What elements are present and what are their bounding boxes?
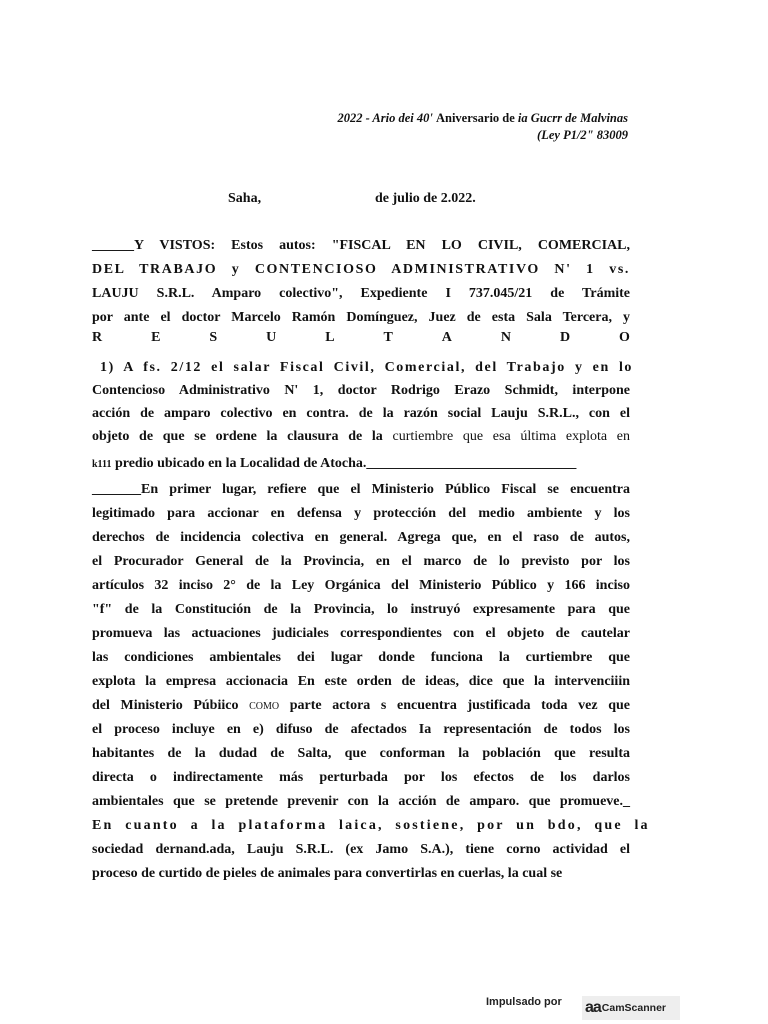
body-line: por ante el doctor Marcelo Ramón Domínguez, Juez de esta Sala Tercera, y (92, 310, 630, 325)
body-line (92, 454, 630, 475)
body-line: LAUJU S.R.L. Amparo colectivo", Expediente I 737.045/21 de Trámite (92, 286, 630, 301)
body-line-part: COMO (249, 701, 280, 712)
body-line-part: objeto de que se ordene la clausura de la (92, 429, 383, 444)
date-text: de julio de 2.022. (375, 191, 476, 206)
body-line: el proceso incluye en e) difuso de afectados Ia representación de todos los (92, 722, 630, 737)
header-year-text: 2022 - Ario dei 40' (337, 111, 433, 125)
body-line: sociedad dernand.ada, Lauju S.R.L. (ex Jamo S.A.), tiene corno actividad el (92, 842, 630, 857)
body-line: artículos 32 inciso 2° de la Ley Orgánica del Ministerio Público y 166 inciso (92, 578, 630, 593)
resultando-letter: U (266, 330, 277, 345)
body-line: En cuanto a la plataforma laica, sostiene, por un bdo, que la (92, 818, 650, 833)
body-line: "f" de la Constitución de la Provincia, lo instruyó expresamente para que (92, 602, 630, 617)
resultando-letter: T (383, 330, 393, 345)
header-anniversary-text: Aniversario de (435, 111, 515, 125)
body-line: habitantes de la dudad de Salta, que conforman la población que resulta (92, 746, 630, 761)
body-line: _______En primer lugar, refiere que el Ministerio Público Fiscal se encuentra (92, 482, 630, 497)
scanner-footer-text: Impulsado por (486, 996, 562, 1008)
body-line (92, 427, 630, 447)
body-line: ______Y VISTOS: Estos autos: "FISCAL EN LO CIVIL, COMERCIAL, (92, 238, 630, 253)
body-line-part: predio ubicado en la Localidad de Atocha.______________________________ (114, 456, 577, 471)
body-line: proceso de curtido de pieles de animales para convertirlas en cuerlas, la cual se (92, 866, 563, 881)
body-line-part: curtiembre que esa última explota en (392, 429, 631, 444)
body-line (92, 696, 630, 717)
header-line-1 (337, 111, 628, 126)
date-place: Saha, (228, 191, 262, 206)
header-line-2: (Ley P1/2" 83009 (537, 128, 628, 142)
resultando-letter: A (441, 330, 452, 345)
body-line: derechos de incidencia colectiva en general. Agrega que, en el raso de autos, (92, 530, 630, 545)
resultando-heading (92, 330, 630, 346)
body-line: las condiciones ambientales dei lugar donde funciona la curtiembre que (92, 650, 630, 665)
body-line-part: k111 (92, 459, 112, 470)
body-line: explota la empresa accionacia En este orden de ideas, dice que la intervenciiin (92, 674, 630, 689)
camscanner-brand: CamScanner (601, 1002, 666, 1014)
resultando-letter: E (151, 330, 161, 345)
body-line: el Procurador General de la Provincia, en el marco de lo previsto por los (92, 554, 630, 569)
resultando-letter: D (559, 330, 571, 345)
header-malvinas-text: ia Gucrr de Malvinas (517, 111, 628, 125)
camscanner-logo-icon: aa (585, 999, 601, 1016)
body-line-part: del Ministerio Púbiico (92, 698, 239, 713)
body-line: ambientales que se pretende prevenir con la acción de amparo. que promueve._ (92, 794, 630, 809)
resultando-letter: S (209, 330, 218, 345)
resultando-letter: L (325, 330, 335, 345)
camscanner-badge (582, 996, 680, 1020)
resultando-letter: R (92, 330, 103, 345)
body-line: Contencioso Administrativo N' 1, doctor Rodrigo Erazo Schmidt, interpone (92, 383, 630, 398)
body-line: DEL TRABAJO y CONTENCIOSO ADMINISTRATIVO N' 1 vs. (92, 262, 630, 277)
body-line-part: parte actora s encuentra justificada toda vez que (289, 698, 631, 713)
body-line: promueva las actuaciones judiciales correspondientes con el objeto de cautelar (92, 626, 630, 641)
resultando-letter: N (500, 330, 511, 345)
body-line: acción de amparo colectivo en contra. de la razón social Lauju S.R.L., con el (92, 406, 630, 421)
body-line: directa o indirectamente más perturbada por los efectos de los darlos (92, 770, 630, 785)
body-line: legitimado para accionar en defensa y protección del medio ambiente y los (92, 506, 630, 521)
resultando-letter: O (619, 330, 630, 345)
body-line: 1) A fs. 2/12 el salar Fiscal Civil, Comercial, del Trabajo y en lo (100, 360, 634, 375)
